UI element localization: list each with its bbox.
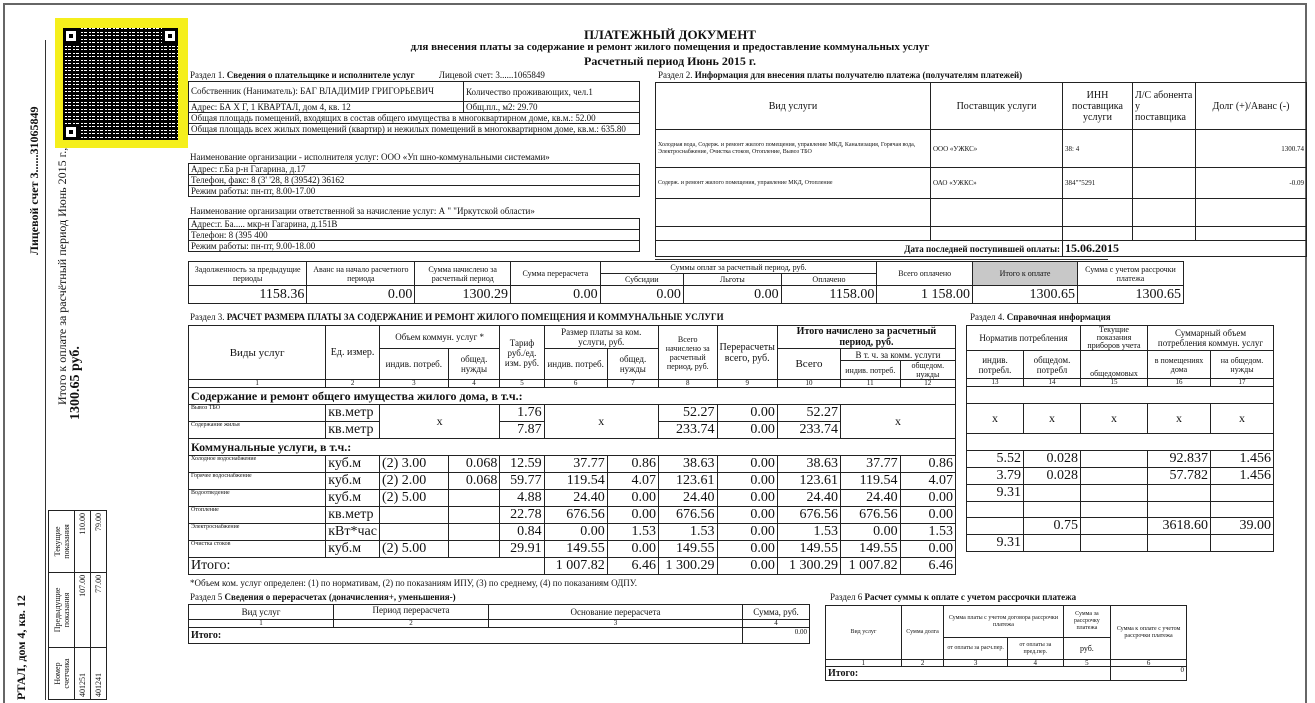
- value-cell: [1081, 535, 1148, 552]
- utilities-rows: [189, 456, 956, 558]
- qr-finder-icon: [63, 124, 79, 140]
- value-cell: [1081, 468, 1148, 485]
- value-cell: 29.91: [500, 541, 544, 558]
- payments-group-header: Суммы оплат за расчетный период, руб.: [600, 262, 877, 274]
- norm-ind-header: индив. потребл.: [967, 351, 1024, 379]
- value-cell: [1148, 502, 1211, 518]
- column-numbers-row: 1 2 3 4: [189, 620, 810, 628]
- value-cell: 4.07: [900, 473, 955, 490]
- value-cell: 0.84: [500, 524, 544, 541]
- executor-hours: Режим работы: пн-пт, 8.00-17.00: [189, 186, 640, 197]
- service-name: Горячее водоснабжение: [189, 473, 326, 490]
- section6-heading: Раздел 6 Расчет суммы к оплате с учетом рассрочки платежа: [830, 592, 1077, 602]
- incl-common-header: общедом. нужды: [900, 361, 955, 380]
- stub-address: РТАЛ, дом 4, кв. 12: [14, 595, 28, 700]
- value-cell: 1.53: [658, 524, 717, 541]
- benefits-value: 0.00: [683, 286, 781, 304]
- value-cell: [1148, 535, 1211, 552]
- value-cell: 1.53: [607, 524, 658, 541]
- value-cell: [1081, 518, 1148, 535]
- fee-ind-header: индив. потреб.: [544, 349, 607, 380]
- prev-debt-value: 1158.36: [189, 286, 307, 304]
- table-row: Вывоз ТБО кв.метр x 1.76 x 52.27 0.00 52.27 x: [189, 405, 956, 422]
- executor-name: Наименование организации - исполнителя услуг: ООО «Уп шно-коммунальными системами»: [190, 152, 550, 162]
- value-cell: [448, 490, 500, 507]
- value-cell: [1024, 485, 1081, 502]
- norm-header: Норматив потребления: [967, 326, 1081, 351]
- reference-table: Норматив потребления Текущие показания приборов учета Суммарный объем потребления коммун. услуг индив. потребл. общедом. потребл общедомовых в помещениях дома на общедом. нужды 13 14 15 16 17 x x x x x 5.52 0.028 92.837 1.456 3.79 0.028 57.782 1.456 9.31 0.75 3618.60 39.00 9.31: [966, 325, 1274, 552]
- unit: куб.м: [326, 541, 380, 558]
- value-cell: [1081, 485, 1148, 502]
- recalc-basis-header: Основание перерасчета: [489, 605, 743, 620]
- qr-finder-icon: [63, 28, 79, 44]
- recalc-service-header: Вид услуг: [189, 605, 334, 620]
- paid-header: Оплачено: [781, 274, 877, 286]
- debt-amount: 1300.74: [1196, 130, 1307, 168]
- volume-ind: (2) 2.00: [379, 473, 448, 490]
- advance-value: 0.00: [307, 286, 415, 304]
- installment-sum-header: Сумма за рассрочку платежа: [1063, 606, 1111, 638]
- value-cell: 4.07: [607, 473, 658, 490]
- value-cell: 0.00: [900, 490, 955, 507]
- total-paid-header: Всего оплачено: [877, 262, 973, 286]
- value-cell: [448, 524, 500, 541]
- column-numbers-row: 1 2 3 4 5 6: [826, 660, 1187, 667]
- value-cell: 92.837: [1148, 451, 1211, 468]
- table-row: [189, 541, 956, 558]
- value-cell: 149.55: [777, 541, 840, 558]
- recalc-header: Сумма перерасчета: [511, 262, 601, 286]
- value-cell: [1211, 535, 1274, 552]
- recalc-table: [188, 604, 810, 644]
- value-cell: 676.56: [658, 507, 717, 524]
- value-cell: 9.31: [967, 535, 1024, 552]
- charged-total-header: Всего начислено за расчетный период, руб.: [658, 326, 717, 380]
- volume-ind: [379, 507, 448, 524]
- value-cell: [1211, 502, 1274, 518]
- value-cell: 0.00: [544, 524, 607, 541]
- meter-number: 401241: [91, 648, 107, 700]
- value-cell: 38.63: [777, 456, 840, 473]
- installment-header: Сумма с учетом рассрочки платежа: [1077, 262, 1183, 286]
- installment-total-value: 0: [1111, 667, 1187, 681]
- value-cell: 57.782: [1148, 468, 1211, 485]
- incl-ind-header: индив. потреб.: [841, 361, 901, 380]
- table-row: [189, 507, 956, 524]
- value-cell: 0.86: [607, 456, 658, 473]
- charged-header: Сумма начислено за расчетный период: [415, 262, 511, 286]
- value-cell: 676.56: [841, 507, 901, 524]
- value-cell: 12.59: [500, 456, 544, 473]
- value-cell: [1024, 535, 1081, 552]
- tariff-header: Тариф руб./ед. изм. руб.: [500, 326, 544, 380]
- executor-phone: Телефон, факс: 8 (3' '28, 8 (39542) 36162: [189, 175, 640, 186]
- recalc-total-header: Перерасчеты всего, руб.: [717, 326, 777, 380]
- value-cell: [1081, 451, 1148, 468]
- stub-to-pay-amount: 1300.65 руб.: [68, 346, 83, 420]
- unit: куб.м: [326, 473, 380, 490]
- payer-address: Адрес: БА Х Г, 1 КВАРТАЛ, дом 4, кв. 12: [189, 102, 464, 113]
- value-cell: 0.00: [717, 456, 777, 473]
- value-cell: 149.55: [841, 541, 901, 558]
- section4-heading: Раздел 4. Справочная информация: [970, 312, 1111, 322]
- current-reading: 110.00: [75, 511, 91, 573]
- value-cell: 24.40: [841, 490, 901, 507]
- document-period: Расчетный период Июнь 2015 г.: [583, 54, 756, 68]
- installment-table: [825, 605, 1187, 681]
- value-cell: 0.86: [900, 456, 955, 473]
- recipients-table: [655, 82, 1307, 257]
- unit: кв.метр: [326, 507, 380, 524]
- table-row: [189, 473, 956, 490]
- stub-to-pay-label: Итого к оплате за расчётный период Июнь 2015 г.,: [55, 147, 69, 405]
- debt-amount: -0.09: [1196, 168, 1307, 199]
- value-cell: 38.63: [658, 456, 717, 473]
- total-volume-header: Суммарный объем потребления коммун. услуг: [1148, 326, 1274, 351]
- installment-total-header: Сумма к оплате с учетом рассрочки платежа: [1111, 606, 1187, 660]
- value-cell: 123.61: [658, 473, 717, 490]
- unit: куб.м: [326, 456, 380, 473]
- executor-table: [188, 163, 640, 197]
- table-row: [189, 456, 956, 473]
- supplier: ОАО «УЖКС»: [931, 168, 1063, 199]
- value-cell: 676.56: [544, 507, 607, 524]
- table-row: Содержание жилья кв.метр 7.87 233.74 0.00 233.74: [189, 422, 956, 439]
- value-cell: 149.55: [544, 541, 607, 558]
- stub-meters-table: [48, 510, 107, 700]
- value-cell: 1.53: [900, 524, 955, 541]
- value-cell: 119.54: [841, 473, 901, 490]
- value-cell: 1.456: [1211, 468, 1274, 485]
- volume-ind: (2) 3.00: [379, 456, 448, 473]
- column-numbers-row: 13 14 15 16 17: [967, 379, 1274, 387]
- recalc-total-value: 0.00: [743, 628, 810, 644]
- value-cell: 24.40: [777, 490, 840, 507]
- total-paid-value: 1 158.00: [877, 286, 973, 304]
- value-cell: 0.00: [841, 524, 901, 541]
- value-cell: 5.52: [967, 451, 1024, 468]
- table-row: [967, 485, 1274, 502]
- value-cell: [1024, 502, 1081, 518]
- owner-name: Собственник (Наниматель): БАГ ВЛАДИМИР ГРИГОРЬЕВИЧ: [189, 82, 464, 102]
- meter-number: 401251: [75, 648, 91, 700]
- value-cell: [448, 541, 500, 558]
- from-prev-header: от оплаты за пред.пер.: [1008, 638, 1064, 660]
- calc-org-phone: Телефон: 8 (395 400: [189, 230, 640, 241]
- prev-debt-header: Задолженность за предыдущие периоды: [189, 262, 307, 286]
- value-cell: 123.61: [777, 473, 840, 490]
- installment-service-header: Вид услуг: [826, 606, 902, 660]
- common-area: Общая площадь помещений, входящих в состав общего имущества в многоквартирном доме, кв.м.: 52.00: [189, 113, 640, 124]
- from-calc-header: от оплаты за расч.пер.: [944, 638, 1008, 660]
- unit: куб.м: [326, 490, 380, 507]
- supplier-inn: 384""5291: [1063, 168, 1133, 199]
- calc-org-name: Наименование организации ответственной за начисление услуг: А " "Иркутской области»: [190, 206, 535, 216]
- service-type: Содерж. и ремонт жилого помещения, управление МКД, Отопление: [656, 168, 931, 199]
- previous-reading: 77.00: [91, 572, 107, 647]
- value-cell: 24.40: [658, 490, 717, 507]
- supplier-inn: 38: 4: [1063, 130, 1133, 168]
- volume-footnote: *Объем ком. услуг определен: (1) по нормативам, (2) по показаниям ИПУ, (3) по среднему, (4) по показаниям ОДПУ.: [190, 578, 637, 588]
- value-cell: 1.456: [1211, 451, 1274, 468]
- payer-info-table: [188, 81, 640, 135]
- installment-group-header: Сумма платы с учетом договора рассрочки платежа: [944, 606, 1063, 638]
- service-name: Отопление: [189, 507, 326, 524]
- total-area: Общая площадь всех жилых помещений (квартир) и нежилых помещений в многоквартирном доме, кв.м.: 635.80: [189, 124, 640, 135]
- volume-ind: (2) 5.00: [379, 541, 448, 558]
- service-type: Холодная вода, Содерж. и ремонт жилого помещения, управление МКД, Канализация, Горячая вода, Электроснабжение, Очистка стоков, Отопление, Вывоз ТБО: [656, 130, 931, 168]
- qr-code-icon: [63, 28, 178, 140]
- residents-count: Количество проживающих, чел.1: [464, 82, 640, 102]
- calc-org-table: [188, 218, 640, 252]
- to-pay-header: Итого к оплате: [973, 262, 1078, 286]
- debt-advance-header: Долг (+)/Аванс (-): [1196, 83, 1307, 130]
- total-header: Всего: [777, 349, 840, 380]
- installment-total-label: Итого:: [826, 667, 1111, 681]
- value-cell: 22.78: [500, 507, 544, 524]
- stub-account: Лицевой счет 3......31065849: [27, 106, 41, 255]
- value-cell: 0.00: [607, 490, 658, 507]
- supplier: ООО «УЖКС»: [931, 130, 1063, 168]
- value-cell: [1081, 502, 1148, 518]
- meter-number-header: Номер счетчика: [49, 648, 75, 700]
- value-cell: 1.53: [777, 524, 840, 541]
- unit-header: Ед. измер.: [326, 326, 380, 380]
- section3-heading: Раздел 3. РАСЧЕТ РАЗМЕРА ПЛАТЫ ЗА СОДЕРЖАНИЕ И РЕМОНТ ЖИЛОГО ПОМЕЩЕНИЯ И КОММУНАЛЬНЫЕ УСЛУГИ: [190, 312, 724, 322]
- recalc-total-label: Итого:: [189, 628, 743, 644]
- value-cell: 0.00: [607, 541, 658, 558]
- meters-header: Текущие показания приборов учета: [1081, 326, 1148, 351]
- volume-ind: (2) 5.00: [379, 490, 448, 507]
- advance-header: Аванс на начало расчетного периода: [307, 262, 415, 286]
- value-cell: 0.00: [717, 541, 777, 558]
- account-number: Лицевой счет: 3......1065849: [438, 70, 545, 80]
- column-numbers-row: 1 2 3 4 5 6 7 8 9 10 11 12: [189, 380, 956, 388]
- benefits-header: Льготы: [683, 274, 781, 286]
- current-reading: 79.00: [91, 511, 107, 573]
- value-cell: [448, 507, 500, 524]
- recalc-value: 0.00: [511, 286, 601, 304]
- previous-reading-header: Предыдущие показания: [49, 572, 75, 647]
- subsidies-header: Субсидии: [600, 274, 683, 286]
- section5-heading: Раздел 5 Сведения о перерасчетах (доначисления+, уменьшения-): [190, 592, 456, 602]
- service-type-header: Вид услуги: [656, 83, 931, 130]
- stub-separator: [45, 40, 46, 700]
- service-name: Водоотведение: [189, 490, 326, 507]
- service-name: Холодное водоснабжение: [189, 456, 326, 473]
- value-cell: 3.79: [967, 468, 1024, 485]
- vol-rooms-header: в помещениях дома: [1148, 351, 1211, 379]
- inn-header: ИНН поставщика услуги: [1063, 83, 1133, 130]
- divider: [655, 259, 1108, 260]
- value-cell: 39.00: [1211, 518, 1274, 535]
- value-cell: 0.00: [717, 524, 777, 541]
- service-name: Электроснабжение: [189, 524, 326, 541]
- value-cell: 149.55: [658, 541, 717, 558]
- fee-header: Размер платы за ком. услуги, руб.: [544, 326, 658, 349]
- meters-common-header: общедомовых: [1081, 351, 1148, 379]
- volume-ind: [379, 524, 448, 541]
- value-cell: 119.54: [544, 473, 607, 490]
- value-cell: 0.028: [1024, 468, 1081, 485]
- incl-group-header: В т. ч. за комм. услуги: [841, 349, 956, 361]
- value-cell: 0.00: [607, 507, 658, 524]
- qr-code-highlight: [55, 18, 188, 148]
- last-payment-label: Дата последней поступившей оплаты:: [656, 241, 1063, 257]
- total-row: Итого: 1 007.82 6.46 1 300.29 0.00 1 300.29 1 007.82 6.46: [189, 558, 956, 575]
- table-row: [967, 518, 1274, 535]
- rub-header: руб.: [1063, 638, 1111, 660]
- value-cell: [967, 518, 1024, 535]
- table-row: [189, 524, 956, 541]
- subscriber-account-header: Л/С абонента у поставщика: [1133, 83, 1196, 130]
- table-row: [967, 535, 1274, 552]
- unit: кВт*час: [326, 524, 380, 541]
- value-cell: 3618.60: [1148, 518, 1211, 535]
- paid-value: 1158.00: [781, 286, 877, 304]
- charged-value: 1300.29: [415, 286, 511, 304]
- current-reading-header: Текущие показания: [49, 511, 75, 573]
- value-cell: 37.77: [544, 456, 607, 473]
- value-cell: 0.028: [1024, 451, 1081, 468]
- recalc-sum-header: Сумма, руб.: [743, 605, 810, 620]
- subsidies-value: 0.00: [600, 286, 683, 304]
- section1-heading: Раздел 1. Сведения о плательщике и исполнителе услуг Лицевой счет: 3......1065849: [190, 70, 545, 80]
- executor-address: Адрес: г.Ба р-н Гагарина, д.17: [189, 164, 640, 175]
- to-pay-value: 1300.65: [973, 286, 1078, 304]
- value-cell: [1211, 485, 1274, 502]
- supplier-header: Поставщик услуги: [931, 83, 1063, 130]
- calc-org-address: Адрес:г. Ба..... мкр-н Гагарина, д.151В: [189, 219, 640, 230]
- value-cell: [967, 502, 1024, 518]
- value-cell: [1148, 485, 1211, 502]
- vol-common-header: общед. нужды: [448, 349, 500, 380]
- table-row: [967, 468, 1274, 485]
- last-payment-date: 15.06.2015: [1063, 241, 1307, 257]
- value-cell: 0.00: [900, 541, 955, 558]
- reference-rows: [967, 451, 1274, 552]
- volume-header: Объем коммун. услуг *: [379, 326, 499, 349]
- service-header: Виды услуг: [189, 326, 326, 380]
- qr-finder-icon: [162, 28, 178, 44]
- value-cell: 0.068: [448, 473, 500, 490]
- calc-org-hours: Режим работы: пн-пт, 9.00-18.00: [189, 241, 640, 252]
- value-cell: 37.77: [841, 456, 901, 473]
- document-title: ПЛАТЕЖНЫЙ ДОКУМЕНТ: [584, 27, 756, 42]
- calculation-table: [188, 325, 956, 575]
- group-maintenance-title: Содержание и ремонт общего имущества жилого дома, в т.ч.:: [189, 388, 956, 405]
- installment-value: 1300.65: [1077, 286, 1183, 304]
- document-subtitle: для внесения платы за содержание и ремонт жилого помещения и предоставление коммунальных услуг: [410, 41, 930, 53]
- value-cell: 0.75: [1024, 518, 1081, 535]
- summary-table: [188, 261, 1184, 304]
- previous-reading: 107.00: [75, 572, 91, 647]
- total-group-header: Итого начислено за расчетный период, руб.: [777, 326, 955, 349]
- value-cell: 0.00: [717, 490, 777, 507]
- norm-common-header: общедом. потребл: [1024, 351, 1081, 379]
- value-cell: 59.77: [500, 473, 544, 490]
- section2-heading: Раздел 2. Информация для внесения платы получателю платежа (получателям платежей): [658, 70, 1023, 80]
- value-cell: 24.40: [544, 490, 607, 507]
- recalc-period-header: Период перерасчета: [334, 605, 489, 620]
- table-row: [189, 490, 956, 507]
- value-cell: 0.00: [717, 507, 777, 524]
- vol-common-header: на общедом. нужды: [1211, 351, 1274, 379]
- value-cell: 9.31: [967, 485, 1024, 502]
- service-name: Очистка стоков: [189, 541, 326, 558]
- value-cell: 4.88: [500, 490, 544, 507]
- apartment-area: Общ.пл., м2: 29.70: [464, 102, 640, 113]
- value-cell: 0.00: [717, 473, 777, 490]
- value-cell: 676.56: [777, 507, 840, 524]
- value-cell: 0.00: [900, 507, 955, 524]
- table-row: [967, 502, 1274, 518]
- table-row: [967, 451, 1274, 468]
- value-cell: 0.068: [448, 456, 500, 473]
- fee-common-header: общед. нужды: [607, 349, 658, 380]
- group-utilities-title: Коммунальные услуги, в т.ч.:: [189, 439, 956, 456]
- vol-ind-header: индив. потреб.: [379, 349, 448, 380]
- installment-debt-header: Сумма долга: [901, 606, 943, 660]
